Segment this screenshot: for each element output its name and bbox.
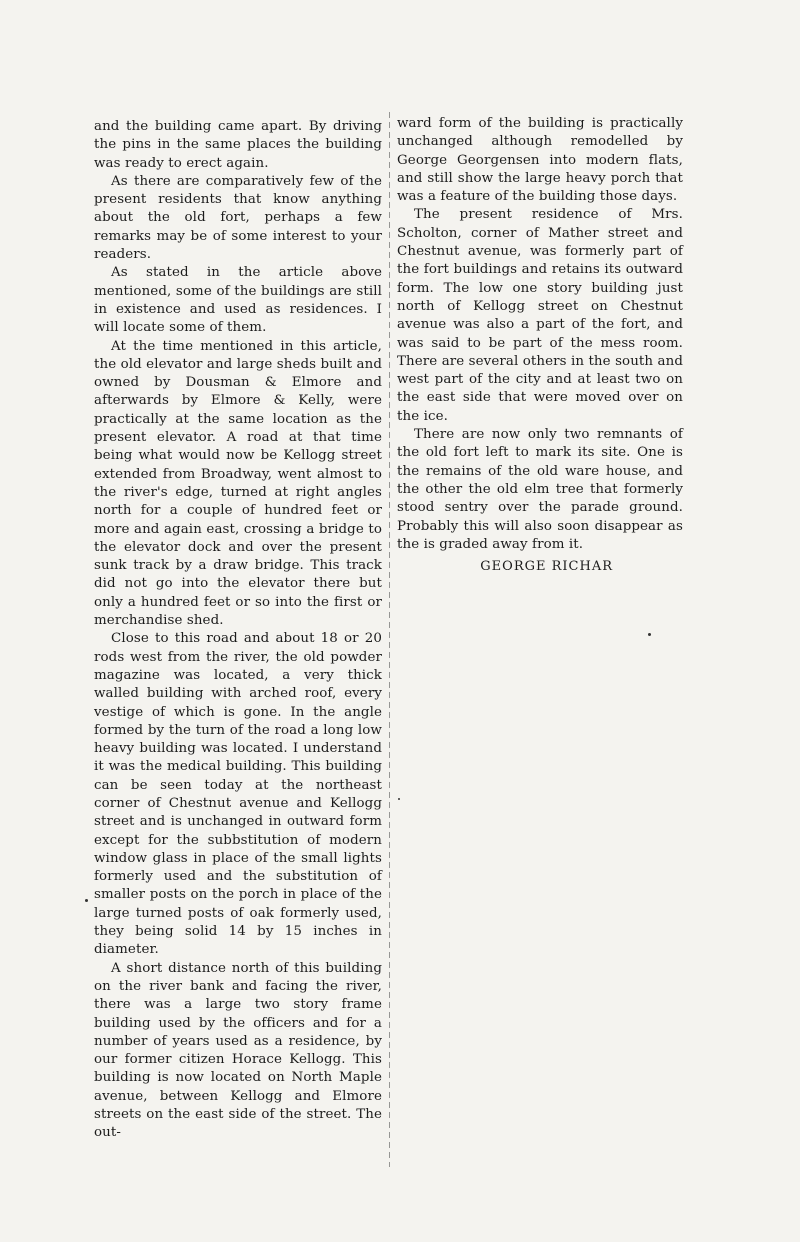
paragraph: As stated in the article above mentioned, some of the buildings are still in existence and used as residences. I will locate some of them. [94, 265, 382, 336]
paragraph: ward form of the building is practically unchanged although remodelled by George Georgensen into modern flats, and still show the large heavy porch that was a feature of the building those days. [397, 116, 683, 205]
left-column [94, 118, 382, 1143]
print-speck [648, 633, 651, 636]
paragraph: The present residence of Mrs. Scholton, corner of Mather street and Chestnut avenue, was formerly part of the fort buildings and retains its outward form. The low one story building just north of Kellogg street on Chestnut avenue was also a part of the fort, and was said to be part of the mess room. There are several others in the south and west part of the city and at least two on the east side that were moved over on the ice. [397, 207, 683, 424]
author-signature: GEORGE RICHAR [480, 559, 613, 575]
column-divider [389, 112, 390, 1167]
paragraph: As there are comparatively few of the present residents that know anything about the old fort, perhaps a few remarks may be of some interest to your readers. [94, 173, 382, 263]
paragraph: A short distance north of this building on the river bank and facing the river, there was a large two story frame building used by the officers and for a number of years used as a residence, by our former citizen Horace Kellogg. This building is now located on North Maple avenue, between Kellogg and Elmore streets on the east side of the street. The out- [94, 960, 382, 1141]
right-column [397, 115, 683, 576]
paragraph: and the building came apart. By driving the pins in the same places the building was ready to erect again. [94, 119, 382, 171]
print-speck [85, 899, 88, 902]
print-speck [398, 798, 400, 800]
paragraph: Close to this road and about 18 or 20 rods west from the river, the old powder magazine was located, a very thick walled building with arched roof, every vestige of which is gone. In the angle formed by the turn of the road a long low heavy building was located. I understand it was the medical building. This building can be seen today at the northeast corner of Chestnut avenue and Kellogg street and is unchanged in outward form except for the subbstitution of modern window glass in place of the small lights formerly used and the substitution of smaller posts on the porch in place of the large turned posts of oak formerly used, they being solid 14 by 15 inches in diameter. [94, 631, 382, 958]
paragraph: There are now only two remnants of the old fort left to mark its site. One is the remains of the old ware house, and the other the old elm tree that formerly stood sentry over the parade ground. Probably this will also soon disappear as the is graded away from it. [397, 427, 683, 552]
paragraph: At the time mentioned in this article, the old elevator and large sheds built and owned by Dousman & Elmore and afterwards by Elmore & Kelly, were practically at the same location as the present elevator. A road at that time being what would now be Kellogg street extended from Broadway, went almost to the river's edge, turned at right angles north for a couple of hundred feet or more and again east, crossing a bridge to the elevator dock and over the present sunk track by a draw bridge. This track did not go into the elevator there but only a hundred feet or so into the first or merchandise shed. [94, 338, 382, 629]
